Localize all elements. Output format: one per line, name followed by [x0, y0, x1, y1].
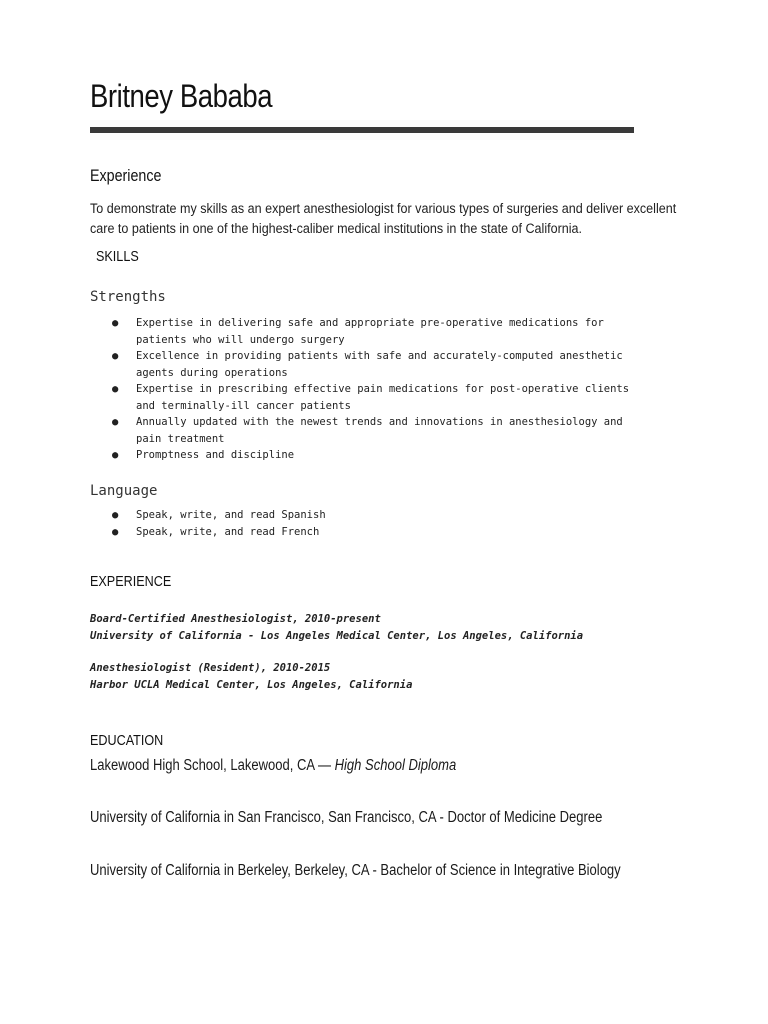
- list-item: [90, 348, 696, 381]
- education-degree: High School Diploma: [334, 757, 457, 774]
- list-item: [90, 447, 696, 464]
- job-role: Anesthesiologist (Resident), 2010-2015: [90, 662, 331, 674]
- list-item-text: Expertise in prescribing effective pain medications for post-operative clients: [136, 383, 630, 395]
- list-item-text: and terminally-ill cancer patients: [136, 399, 351, 412]
- experience-heading: EXPERIENCE: [90, 573, 172, 590]
- bullet-icon: ●: [112, 525, 119, 538]
- list-item: [90, 414, 696, 447]
- header-rule: [90, 127, 634, 133]
- list-item-text: agents during operations: [136, 366, 288, 379]
- job-place: Harbor UCLA Medical Center, Los Angeles, California: [90, 679, 413, 691]
- list-item-text: Promptness and discipline: [136, 449, 295, 461]
- list-item: [90, 315, 696, 348]
- strengths-list: [90, 315, 696, 464]
- education-item: [90, 757, 456, 775]
- bullet-icon: ●: [112, 317, 119, 329]
- objective-line: care to patients in one of the highest-caliber medical institutions in the state of California.: [90, 221, 583, 236]
- list-item: [90, 507, 696, 524]
- job-place: University of California - Los Angeles Medical Center, Los Angeles, California: [90, 630, 584, 642]
- list-item-text: pain treatment: [136, 432, 225, 445]
- list-item-text: Excellence in providing patients with safe and accurately-computed anesthetic: [136, 350, 623, 362]
- language-heading: Language: [90, 483, 158, 499]
- education-item: University of California in Berkeley, Berkeley, CA - Bachelor of Science in Integrative Biology: [90, 862, 621, 879]
- objective-line: To demonstrate my skills as an expert anesthesiologist for various types of surgeries and deliver excellent: [90, 201, 677, 216]
- list-item: [90, 524, 696, 541]
- bullet-icon: ●: [112, 416, 119, 428]
- list-item-text: Speak, write, and read French: [136, 525, 320, 538]
- list-item-text: patients who will undergo surgery: [136, 333, 345, 346]
- skills-heading: SKILLS: [96, 248, 139, 265]
- objective-text: [90, 199, 677, 239]
- job-role: Board-Certified Anesthesiologist, 2010-present: [90, 613, 381, 625]
- bullet-icon: ●: [112, 509, 119, 521]
- education-heading: EDUCATION: [90, 732, 164, 749]
- list-item: [90, 381, 696, 414]
- education-school: Lakewood High School, Lakewood, CA —: [90, 757, 335, 774]
- bullet-icon: ●: [112, 449, 119, 461]
- bullet-icon: ●: [112, 383, 119, 395]
- list-item-text: Annually updated with the newest trends and innovations in anesthesiology and: [136, 416, 623, 428]
- list-item-text: Expertise in delivering safe and appropriate pre-operative medications for: [136, 317, 604, 329]
- bullet-icon: ●: [112, 350, 119, 362]
- education-item: University of California in San Francisco, San Francisco, CA - Doctor of Medicine Degree: [90, 809, 603, 826]
- strengths-heading: Strengths: [90, 289, 166, 305]
- objective-heading: Experience: [90, 166, 162, 185]
- language-list: [90, 507, 696, 540]
- list-item-text: Speak, write, and read Spanish: [136, 509, 326, 521]
- job-entry: [90, 660, 412, 694]
- candidate-name: Britney Bababa: [90, 78, 273, 114]
- job-entry: [90, 611, 583, 645]
